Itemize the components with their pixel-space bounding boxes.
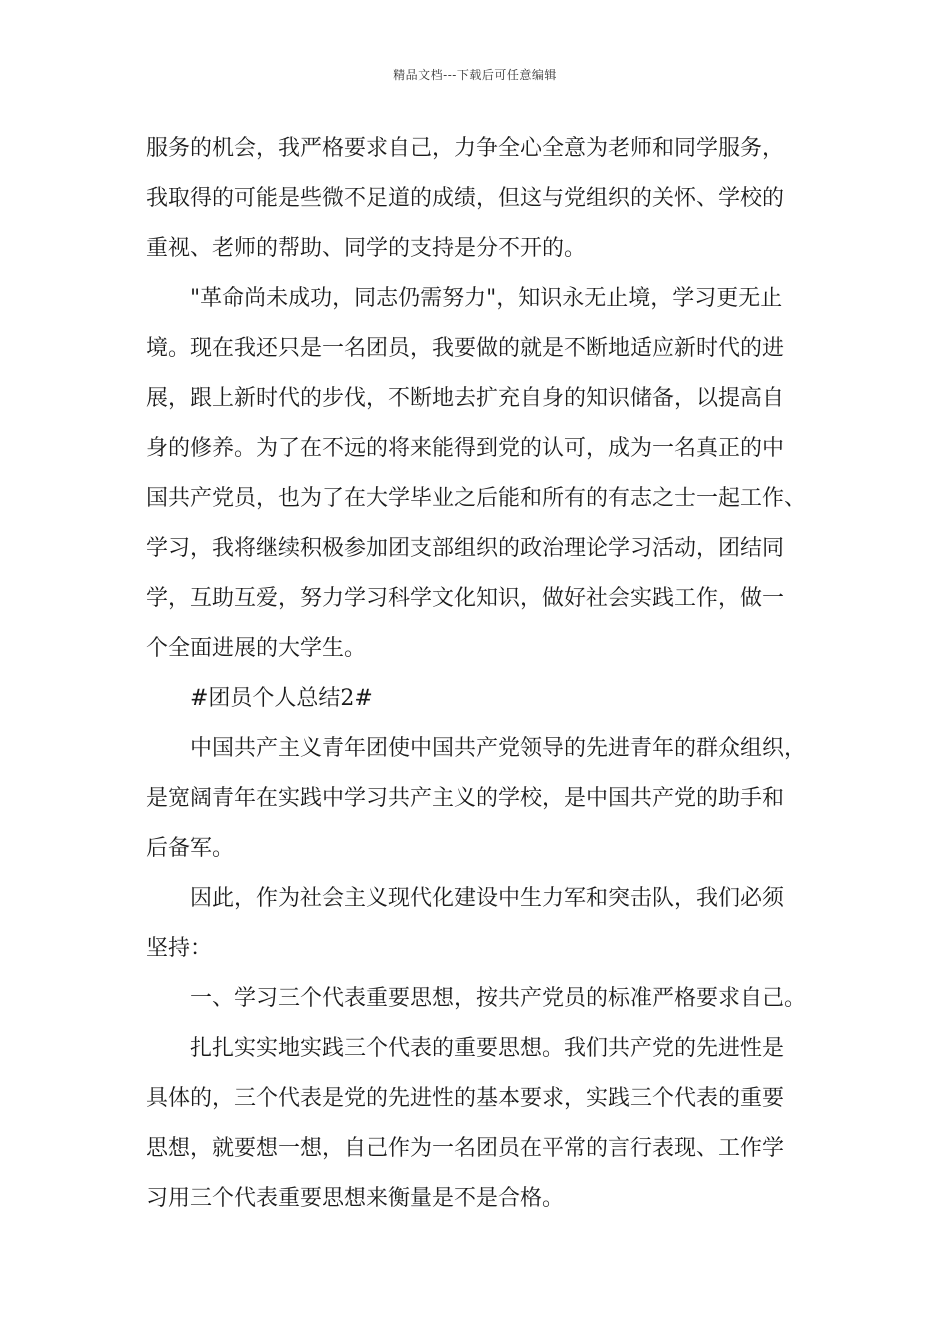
text-line: 因此，作为社会主义现代化建设中生力军和突击队，我们必须 — [190, 886, 785, 911]
text-line: 展，跟上新时代的步伐，不断地去扩充自身的知识储备，以提高自 — [146, 386, 785, 411]
text-line: 国共产党员，也为了在大学毕业之后能和所有的有志之士一起工作、 — [146, 486, 807, 511]
section-heading: #团员个人总结2# — [190, 686, 373, 711]
text-line: 后备军。 — [146, 836, 235, 861]
text-line: 身的修养。为了在不远的将来能得到党的认可，成为一名真正的中 — [146, 436, 785, 461]
text-line: 中国共产主义青年团使中国共产党领导的先进青年的群众组织， — [190, 736, 807, 761]
text-line: 习用三个代表重要思想来衡量是不是合格。 — [146, 1186, 565, 1211]
text-line: 学习，我将继续积极参加团支部组织的政治理论学习活动，团结同 — [146, 536, 785, 561]
text-line: 是宽阔青年在实践中学习共产主义的学校，是中国共产党的助手和 — [146, 786, 785, 811]
text-line: 重视、老师的帮助、同学的支持是分不开的。 — [146, 236, 587, 261]
text-line: 服务的机会，我严格要求自己，力争全心全意为老师和同学服务， — [146, 136, 785, 161]
text-line: 具体的，三个代表是党的先进性的基本要求，实践三个代表的重要 — [146, 1086, 785, 1111]
text-line: 学，互助互爱，努力学习科学文化知识，做好社会实践工作，做一 — [146, 586, 785, 611]
text-line: 思想，就要想一想，自己作为一名团员在平常的言行表现、工作学 — [146, 1136, 785, 1161]
text-line: "革命尚未成功，同志仍需努力"，知识永无止境，学习更无止 — [190, 286, 783, 311]
document-body — [146, 124, 826, 1224]
text-line: 我取得的可能是些微不足道的成绩，但这与党组织的关怀、学校的 — [146, 186, 785, 211]
text-line: 个全面进展的大学生。 — [146, 636, 367, 661]
text-line: 一、学习三个代表重要思想，按共产党员的标准严格要求自己。 — [190, 986, 807, 1011]
page-header: 精品文档---下载后可任意编辑 — [393, 68, 557, 82]
text-line: 境。现在我还只是一名团员，我要做的就是不断地适应新时代的进 — [146, 336, 785, 361]
text-line: 扎扎实实地实践三个代表的重要思想。我们共产党的先进性是 — [190, 1036, 785, 1061]
text-line: 坚持： — [146, 936, 213, 961]
